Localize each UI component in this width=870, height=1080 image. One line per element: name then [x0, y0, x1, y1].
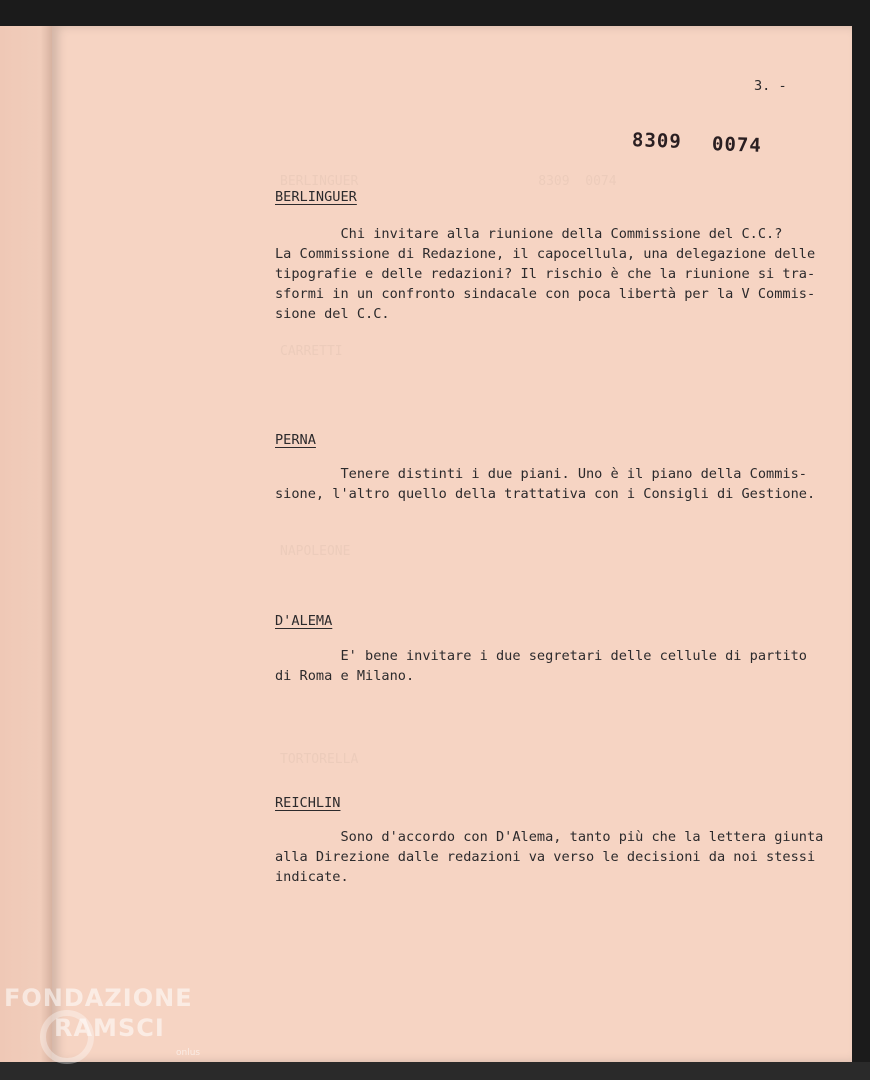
paragraph-line: indicate. — [275, 869, 349, 885]
speaker-name: BERLINGUER — [275, 189, 357, 205]
paragraph-line: sformi in un confronto sindacale con poca libertà per la V Commis- — [275, 286, 816, 302]
paragraph-line: di Roma e Milano. — [275, 668, 415, 684]
bleed-through-text: BERLINGUER 8309 0074 — [280, 174, 617, 189]
paragraph-line: tipografie e delle redazioni? Il rischio è che la riunione si tra- — [275, 266, 816, 282]
facing-page-edge — [0, 26, 58, 1080]
paragraph-line: Chi invitare alla riunione della Commissione del C.C.? — [275, 226, 783, 242]
archive-stamp-number: 8309 — [631, 129, 683, 153]
paragraph-line: Tenere distinti i due piani. Uno è il piano della Commis- — [275, 466, 807, 482]
logo-text: FONDAZIONE — [4, 984, 193, 1012]
speaker-name: PERNA — [275, 432, 316, 448]
bleed-through-text: CARRETTI — [280, 344, 343, 359]
logo-text: onlus — [176, 1048, 201, 1058]
paragraph-line: alla Direzione dalle redazioni va verso le decisioni da noi stessi — [275, 849, 816, 865]
logo-text: RAMSCI — [54, 1014, 165, 1042]
paragraph-line: E' bene invitare i due segretari delle cellule di partito — [275, 648, 807, 664]
paragraph-line: sione, l'altro quello della trattativa con i Consigli di Gestione. — [275, 486, 816, 502]
page-number: 3. - — [754, 78, 787, 94]
speaker-name: D'ALEMA — [275, 613, 333, 629]
paragraph-line: Sono d'accordo con D'Alema, tanto più che la lettera giunta — [275, 829, 824, 845]
bleed-through-text: NAPOLEONE — [280, 544, 351, 559]
paragraph-line: La Commissione di Redazione, il capocellula, una delegazione delle — [275, 246, 816, 262]
document-page — [52, 26, 852, 1062]
archive-stamp-number: 0074 — [711, 133, 763, 157]
bleed-through-text: TORTORELLA — [280, 752, 359, 767]
fondazione-gramsci-logo — [4, 984, 224, 1074]
speaker-name: REICHLIN — [275, 795, 341, 811]
paragraph-line: sione del C.C. — [275, 306, 390, 322]
